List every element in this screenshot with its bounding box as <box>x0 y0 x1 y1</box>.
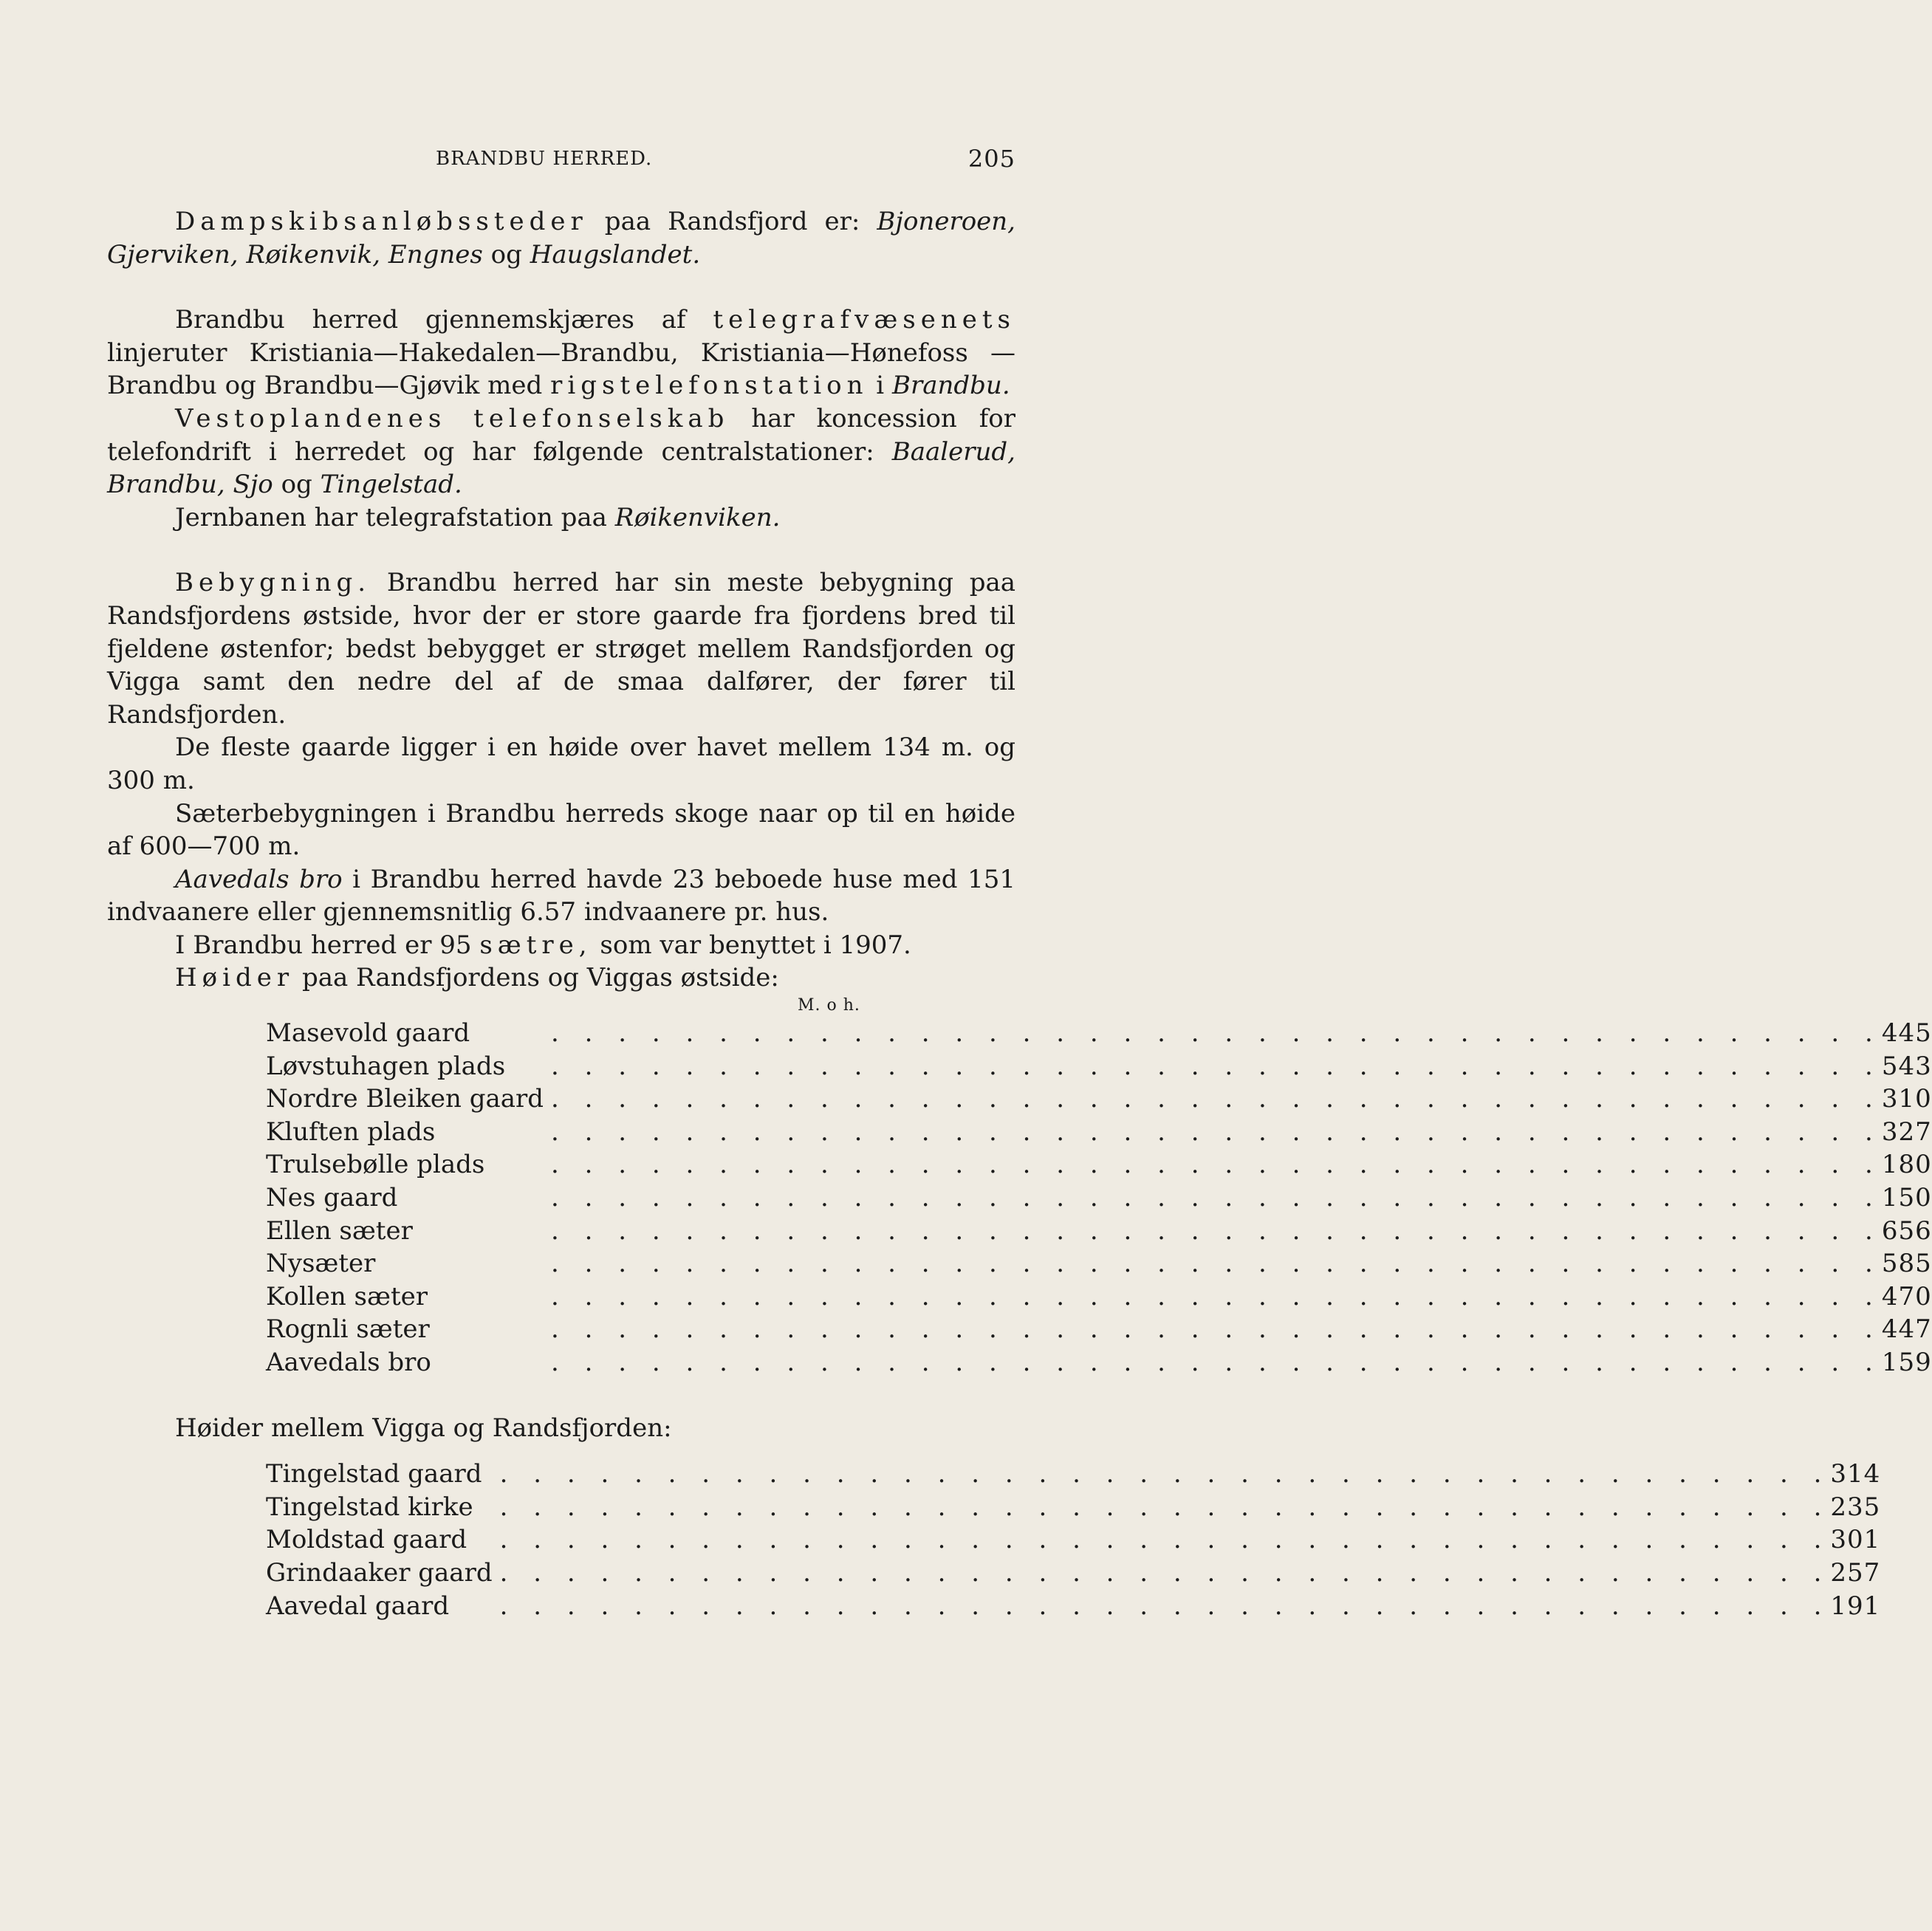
height-value: 585 <box>1881 1249 1932 1279</box>
table-row <box>266 1280 1932 1314</box>
dot-leader <box>442 1116 1881 1149</box>
height-value: 150 <box>1881 1183 1932 1213</box>
table-row <box>266 1523 1880 1557</box>
paragraph-text: Brandbu herred har sin meste bebygning paa Randsfjordens østside, hvor der er store gaarde fra fjordens bred til fjeldene østenfor; bedst bebygget er strøget mellem Randsfjorden og Vigga samt den nedre del af de smaa dalfører, der fører til Randsfjorden. <box>107 568 1015 730</box>
paragraph-text: har koncession for telefondrift i herredet og har følgende centralstationer: <box>107 403 1015 467</box>
height-value: 447 <box>1881 1314 1932 1345</box>
spaced-term: Høider <box>175 963 295 993</box>
paragraph-text: Jernbanen har telegrafstation paa <box>175 502 615 532</box>
height-value: 235 <box>1830 1492 1881 1522</box>
place-label: Løvstuhagen plads <box>266 1050 513 1083</box>
table-row <box>266 1458 1880 1491</box>
place-name: Aavedals bro <box>175 864 343 894</box>
paragraph-gaarde: De fleste gaarde ligger i en høide over havet mellem 134 m. og 300 m. <box>107 733 1015 795</box>
paragraph-text: linjeruter Kristiania—Hakedalen—Brandbu, Kristiania—Hønefoss —Brandbu og Brandbu—Gjøvik med <box>107 337 1015 401</box>
paragraph-text: Brandbu herred gjennemskjæres af <box>175 305 713 335</box>
dot-leader <box>474 1523 1830 1557</box>
table-row <box>266 1181 1932 1215</box>
spaced-term: Bebygning. <box>175 568 371 598</box>
dot-leader <box>439 1346 1882 1379</box>
place-label: Ellen sæter <box>266 1215 420 1248</box>
paragraph-aavedal <box>107 863 1015 929</box>
dot-leader <box>420 1215 1882 1248</box>
place-label: Tingelstad gaard <box>266 1458 490 1491</box>
place-label: Grindaaker gaard <box>266 1557 500 1590</box>
dot-leader <box>477 1017 1882 1050</box>
running-title: BRANDBU HERRED. <box>436 148 653 170</box>
paragraph-text: I Brandbu herred er 95 <box>175 930 480 960</box>
unit-label: M. o h. <box>798 996 860 1015</box>
table-row <box>266 1247 1932 1280</box>
dot-leader <box>456 1590 1830 1623</box>
place-label: Nes gaard <box>266 1181 405 1215</box>
dot-leader <box>492 1148 1882 1181</box>
place-name: Røikenviken. <box>614 502 781 532</box>
place-label: Kluften plads <box>266 1116 442 1149</box>
page-number: 205 <box>967 145 1015 173</box>
height-value: 191 <box>1830 1591 1881 1621</box>
table-row <box>266 1148 1932 1181</box>
place-name: Tingelstad. <box>320 470 462 500</box>
heights-table-mellem <box>266 1458 1880 1622</box>
height-value: 445 <box>1881 1018 1932 1049</box>
place-label: Tingelstad kirke <box>266 1491 481 1524</box>
page-body <box>107 205 1932 1622</box>
paragraph-bebygning <box>107 566 1015 731</box>
dot-leader <box>405 1181 1881 1215</box>
place-label: Aavedals bro <box>266 1346 439 1379</box>
table-row <box>266 1050 1932 1083</box>
height-value: 180 <box>1881 1150 1932 1180</box>
place-label: Moldstad gaard <box>266 1523 474 1557</box>
table-row <box>266 1491 1880 1524</box>
dot-leader <box>551 1083 1882 1116</box>
place-names: Baalerud, Brandbu, Sjo <box>107 436 1015 500</box>
paragraph-telegraf <box>107 303 1015 402</box>
dot-leader <box>435 1280 1882 1314</box>
dot-leader <box>490 1458 1831 1491</box>
place-names: Bjoneroen, Gjerviken, Røikenvik, Engnes <box>107 207 1015 270</box>
place-label: Nordre Bleiken gaard <box>266 1083 551 1116</box>
spaced-term: Vestoplandenes telefonselskab <box>175 403 730 433</box>
table-row <box>266 1215 1932 1248</box>
table-row <box>266 1557 1880 1590</box>
spaced-term: Dampskibsanløbssteder <box>175 207 588 236</box>
height-value: 543 <box>1881 1051 1932 1081</box>
height-value: 310 <box>1881 1084 1932 1114</box>
paragraph-text: som var benyttet i 1907. <box>592 930 911 960</box>
place-name: Brandbu. <box>891 371 1010 401</box>
place-label: Aavedal gaard <box>266 1590 456 1623</box>
section-heading-mellem: Høider mellem Vigga og Randsfjorden: <box>175 1413 672 1443</box>
place-label: Nysæter <box>266 1247 383 1280</box>
paragraph-text: og <box>273 470 321 500</box>
paragraph-dampskib <box>107 205 1015 271</box>
paragraph-saeter: Sæterbebygningen i Brandbu herreds skoge naar op til en høide af 600—700 m. <box>107 798 1015 862</box>
table-row <box>266 1083 1932 1116</box>
dot-leader <box>500 1557 1831 1590</box>
table-row <box>266 1590 1880 1623</box>
spaced-term: sætre, <box>479 930 592 960</box>
spaced-term: rigstelefonstation <box>550 371 869 401</box>
place-label: Trulsebølle plads <box>266 1148 492 1181</box>
section-heading-ostside <box>107 961 1015 995</box>
table-row <box>266 1313 1932 1346</box>
paragraph-saetre <box>107 929 1015 962</box>
paragraph-jernbane <box>107 501 1015 535</box>
table-row <box>266 1116 1932 1149</box>
place-name: Haugslandet. <box>530 239 701 270</box>
height-value: 327 <box>1881 1117 1932 1147</box>
paragraph-text: i <box>868 371 892 401</box>
dot-leader <box>481 1491 1831 1524</box>
dot-leader <box>437 1313 1882 1346</box>
place-label: Rognli sæter <box>266 1313 437 1346</box>
height-value: 656 <box>1881 1215 1932 1246</box>
dot-leader <box>383 1247 1881 1280</box>
paragraph-text: paa Randsfjord er: <box>587 207 877 236</box>
height-value: 257 <box>1830 1557 1881 1588</box>
paragraph-text: og <box>482 239 530 270</box>
heading-text: paa Randsfjordens og Viggas østside: <box>294 963 779 993</box>
table-row <box>266 1017 1932 1050</box>
heights-table-ostside <box>266 1017 1932 1379</box>
place-label: Masevold gaard <box>266 1017 477 1050</box>
paragraph-text: i Brandbu herred havde 23 beboede huse med 151 indvaanere eller gjennemsnitlig 6.57 indvaanere pr. hus. <box>107 864 1015 927</box>
table-row <box>266 1346 1932 1379</box>
paragraph-telefon <box>107 402 1015 501</box>
page-header <box>107 145 1015 174</box>
height-value: 314 <box>1830 1459 1881 1489</box>
place-label: Kollen sæter <box>266 1280 435 1314</box>
dot-leader <box>513 1050 1882 1083</box>
height-value: 301 <box>1830 1525 1881 1555</box>
spaced-term: telegrafvæsenets <box>713 305 1015 335</box>
height-value: 470 <box>1881 1281 1932 1311</box>
height-value: 159 <box>1881 1348 1932 1377</box>
